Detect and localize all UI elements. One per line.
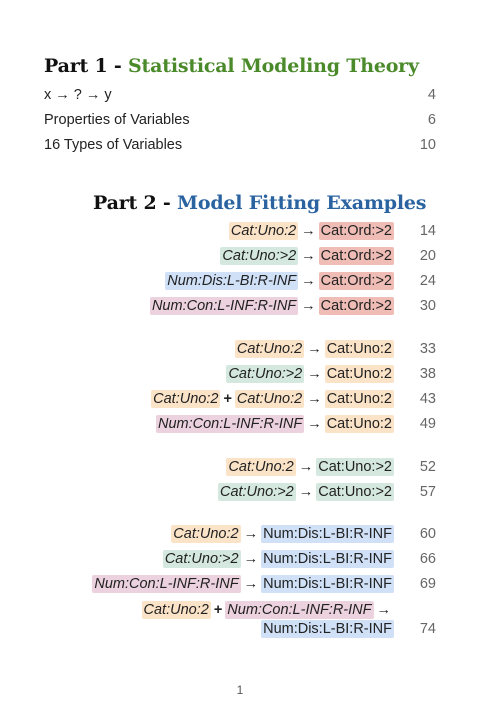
arrow-glyph: → xyxy=(298,484,314,500)
toc-entry-page: 20 xyxy=(419,248,436,264)
arrow-glyph: → xyxy=(307,341,322,357)
arrow-glyph: → xyxy=(307,366,322,382)
toc-entry-model[interactable] xyxy=(151,390,394,409)
predictor-token: Num:Dis:L-BI:R-INF xyxy=(167,273,297,289)
toc-entry-model[interactable] xyxy=(150,297,394,316)
toc-entry-page: 57 xyxy=(419,484,436,500)
outcome-token: Cat:Ord:>2 xyxy=(320,273,392,289)
plus-glyph: + xyxy=(223,391,232,407)
toc-entry-model-continued[interactable] xyxy=(261,620,394,639)
outcome-token: Cat:Uno:2 xyxy=(326,391,392,407)
toc-entry-model[interactable] xyxy=(235,340,394,359)
toc-entry-page: 10 xyxy=(419,137,436,153)
part1-heading xyxy=(44,55,419,77)
toc-entry-model[interactable] xyxy=(220,247,394,266)
toc-entry-model[interactable] xyxy=(229,222,394,241)
arrow-glyph: → xyxy=(298,459,314,475)
outcome-token: Cat:Uno:2 xyxy=(326,366,392,382)
arrow-glyph: → xyxy=(243,551,259,567)
toc-entry-page: 38 xyxy=(419,366,436,382)
toc-entry-page: 49 xyxy=(419,416,436,432)
toc-entry-page: 66 xyxy=(419,551,436,567)
predictor-token: Cat:Uno:2 xyxy=(173,526,239,542)
outcome-token: Num:Dis:L-BI:R-INF xyxy=(263,621,392,637)
toc-entry-page: 30 xyxy=(419,298,436,314)
outcome-token: Cat:Ord:>2 xyxy=(320,248,392,264)
toc-entry-page: 43 xyxy=(419,391,436,407)
predictor-token: Cat:Uno:>2 xyxy=(219,484,294,500)
toc-entry[interactable] xyxy=(44,108,436,133)
toc-entry-model[interactable] xyxy=(218,483,394,502)
arrow-glyph: → xyxy=(243,526,259,542)
toc-entry-page: 33 xyxy=(419,341,436,357)
arrow-glyph: → xyxy=(376,602,391,618)
predictor-token: Cat:Uno:2 xyxy=(153,391,219,407)
arrow-glyph: → xyxy=(301,223,316,239)
part2-label: Part 2 - xyxy=(93,192,178,214)
arrow-glyph: → xyxy=(301,273,316,289)
outcome-token: Num:Dis:L-BI:R-INF xyxy=(263,576,392,592)
toc-entry-page: 14 xyxy=(419,223,436,239)
predictor-token: Num:Con:L-INF:R-INF xyxy=(227,602,372,618)
toc-entry-page: 60 xyxy=(419,526,436,542)
page-number: 1 xyxy=(236,683,244,697)
part2-heading xyxy=(93,192,426,214)
toc-entry[interactable] xyxy=(44,83,436,108)
toc-entry-page: 52 xyxy=(419,459,436,475)
toc-entry-model[interactable] xyxy=(171,525,394,544)
part1-toc xyxy=(44,83,436,158)
toc-entry-model[interactable] xyxy=(92,575,394,594)
outcome-token: Cat:Ord:>2 xyxy=(320,223,392,239)
toc-entry-model[interactable] xyxy=(226,365,394,384)
predictor-token: Cat:Uno:2 xyxy=(230,223,297,239)
toc-entry-page: 4 xyxy=(427,87,436,103)
toc-entry-page: 6 xyxy=(427,112,436,128)
toc-entry-page: 69 xyxy=(419,576,436,592)
toc-entry-title: Properties of Variables xyxy=(44,112,190,128)
toc-entry-model[interactable] xyxy=(226,458,394,477)
toc-entry-page: 74 xyxy=(419,621,436,637)
plus-glyph: + xyxy=(213,602,223,618)
part1-label: Part 1 - xyxy=(44,55,129,77)
outcome-token: Cat:Uno:>2 xyxy=(318,484,392,500)
outcome-token: Num:Dis:L-BI:R-INF xyxy=(263,551,392,567)
predictor-token: Cat:Uno:2 xyxy=(228,459,294,475)
arrow-glyph: → xyxy=(243,576,259,592)
predictor-token: Cat:Uno:2 xyxy=(143,602,209,618)
predictor-token: Num:Con:L-INF:R-INF xyxy=(157,416,303,432)
outcome-token: Cat:Uno:2 xyxy=(326,341,392,357)
predictor-token: Cat:Uno:>2 xyxy=(164,551,239,567)
predictor-token: Cat:Uno:>2 xyxy=(222,248,297,264)
arrow-glyph: → xyxy=(307,416,322,432)
toc-entry-model[interactable] xyxy=(163,550,394,569)
toc-entry-model[interactable] xyxy=(156,415,394,434)
part1-title: Statistical Modeling Theory xyxy=(128,55,419,77)
arrow-glyph: → xyxy=(301,298,316,314)
toc-entry-title: x → ? → y xyxy=(44,87,112,103)
outcome-token: Num:Dis:L-BI:R-INF xyxy=(263,526,392,542)
predictor-token: Num:Con:L-INF:R-INF xyxy=(151,298,297,314)
arrow-glyph: → xyxy=(307,391,322,407)
outcome-token: Cat:Uno:>2 xyxy=(318,459,392,475)
part2-title: Model Fitting Examples xyxy=(177,192,427,214)
toc-entry-model[interactable] xyxy=(165,272,394,291)
predictor-token: Cat:Uno:2 xyxy=(236,391,303,407)
arrow-glyph: → xyxy=(301,248,316,264)
toc-entry-page: 24 xyxy=(419,273,436,289)
outcome-token: Cat:Uno:2 xyxy=(326,416,392,432)
toc-entry-model[interactable] xyxy=(142,601,394,620)
toc-entry[interactable] xyxy=(44,133,436,158)
predictor-token: Cat:Uno:>2 xyxy=(228,366,303,382)
predictor-token: Cat:Uno:2 xyxy=(236,341,303,357)
outcome-token: Cat:Ord:>2 xyxy=(320,298,392,314)
toc-entry-title: 16 Types of Variables xyxy=(44,137,183,153)
predictor-token: Num:Con:L-INF:R-INF xyxy=(94,576,239,592)
